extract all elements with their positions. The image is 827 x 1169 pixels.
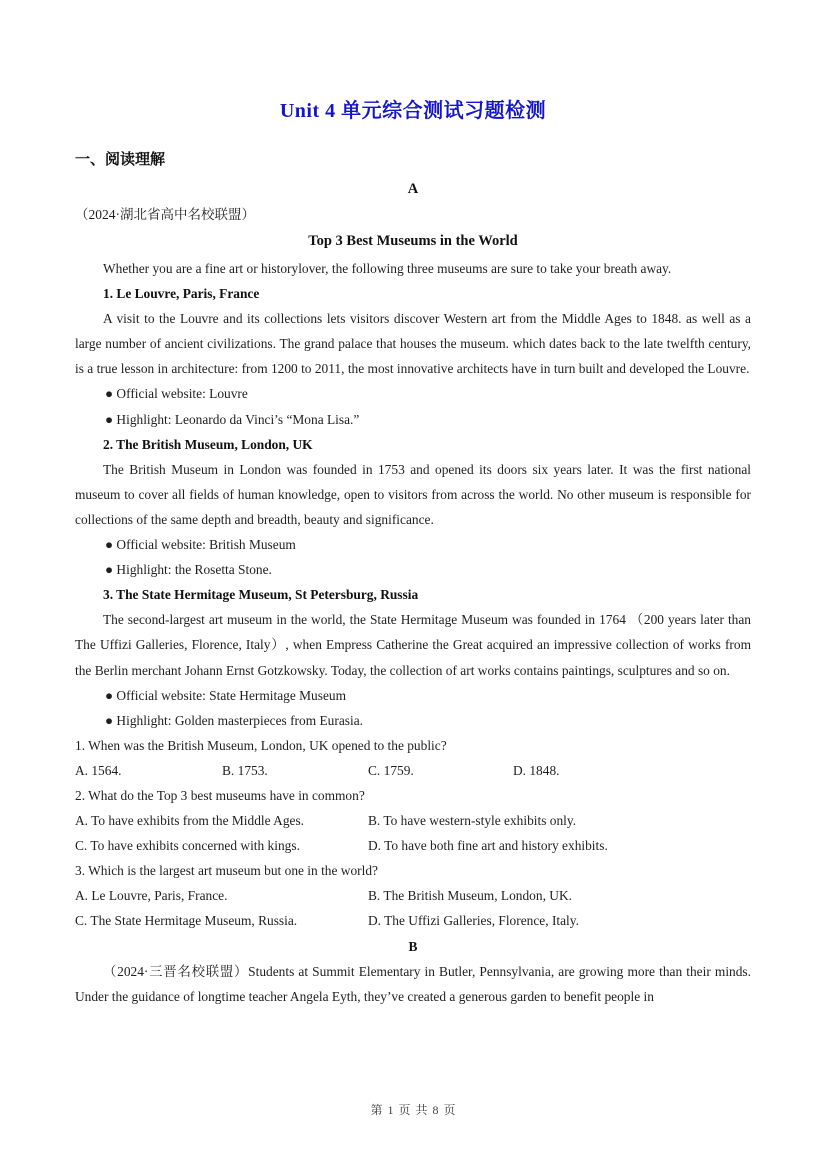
museum-3-heading: 3. The State Hermitage Museum, St Petersburg, Russia	[103, 587, 419, 603]
passage-a-body	[75, 256, 751, 1009]
question-3-options	[75, 883, 751, 933]
museum-1-bullet-website: ● Official website: Louvre	[105, 386, 248, 402]
museum-2-bullet-website: ● Official website: British Museum	[105, 537, 296, 553]
question-1-stem: 1. When was the British Museum, London, UK opened to the public?	[75, 737, 447, 753]
passage-a-title: Top 3 Best Museums in the World	[308, 233, 518, 249]
museum-1-bullet-highlight: ● Highlight: Leonardo da Vinci’s “Mona Lisa.”	[105, 411, 360, 427]
question-2-option-c: C. To have exhibits concerned with kings.	[75, 838, 300, 854]
museum-2-heading: 2. The British Museum, London, UK	[103, 436, 313, 452]
passage-a-source: （2024·湖北省高中名校联盟）	[75, 207, 255, 222]
question-3-option-a: A. Le Louvre, Paris, France.	[75, 888, 228, 904]
passage-b-label: B	[408, 938, 418, 954]
question-1-option-b: B. 1753.	[222, 762, 268, 778]
museum-3-body: The second-largest art museum in the world, the State Hermitage Museum was founded in 1764 （200 years later than The Uffizi Galleries, Florence, Italy）, when Empress Catherine the Great acquired an impressive collection of works from the Berlin merchant Johann Ernst Gotzkowsky. Today, the collection of art works contains paintings, sculptures and so on.	[75, 612, 751, 678]
question-1-option-c: C. 1759.	[368, 762, 414, 778]
question-2-option-d: D. To have both fine art and history exhibits.	[368, 838, 608, 854]
museum-3-bullet-highlight: ● Highlight: Golden masterpieces from Eurasia.	[105, 712, 363, 728]
question-3-option-b: B. The British Museum, London, UK.	[368, 888, 572, 904]
passage-a-label: A	[407, 181, 419, 197]
museum-3-bullet-website: ● Official website: State Hermitage Museum	[105, 687, 346, 703]
question-3-option-d: D. The Uffizi Galleries, Florence, Italy.	[368, 913, 579, 929]
question-3-option-c: C. The State Hermitage Museum, Russia.	[75, 913, 298, 929]
question-2-option-b: B. To have western-style exhibits only.	[368, 813, 577, 829]
document-title: Unit 4 单元综合测试习题检测	[279, 100, 547, 122]
passage-a-intro: Whether you are a fine art or historylover, the following three museums are sure to take your breath away.	[103, 261, 672, 276]
question-1-option-d: D. 1848.	[513, 762, 560, 778]
question-2-stem: 2. What do the Top 3 best museums have in common?	[75, 787, 365, 803]
question-1-options	[75, 758, 751, 783]
question-2-options	[75, 808, 751, 858]
museum-2-bullet-highlight: ● Highlight: the Rosetta Stone.	[105, 562, 272, 578]
museum-2-body: The British Museum in London was founded in 1753 and opened its doors six years later. It was the first national museum to cover all fields of human knowledge, open to visitors from across the world. No other museum is responsible for collections of the same depth and breadth, beauty and significance.	[75, 461, 751, 527]
page-footer: 第 1 页 共 8 页	[370, 1103, 457, 1117]
museum-1-body: A visit to the Louvre and its collections lets visitors discover Western art from the Middle Ages to 1848. as well as a large number of ancient civilizations. The grand palace that houses the museum. which dates back to the late twelfth century, is a true lesson in architecture: from 1200 to 2011, the most innovative architects have in turn built and developed the Louvre.	[75, 311, 751, 377]
section-heading-reading-comprehension: 一、阅读理解	[75, 152, 166, 168]
question-1-option-a: A. 1564.	[75, 762, 122, 778]
question-3-stem: 3. Which is the largest art museum but one in the world?	[75, 863, 378, 879]
museum-1-heading: 1. Le Louvre, Paris, France	[103, 286, 260, 302]
question-2-option-a: A. To have exhibits from the Middle Ages.	[75, 813, 305, 829]
passage-b-body: （2024·三晋名校联盟）Students at Summit Elementary in Butler, Pennsylvania, are growing more than their minds. Under the guidance of longtime teacher Angela Eyth, they’ve created a generous garden to benefit people in	[75, 963, 751, 1004]
